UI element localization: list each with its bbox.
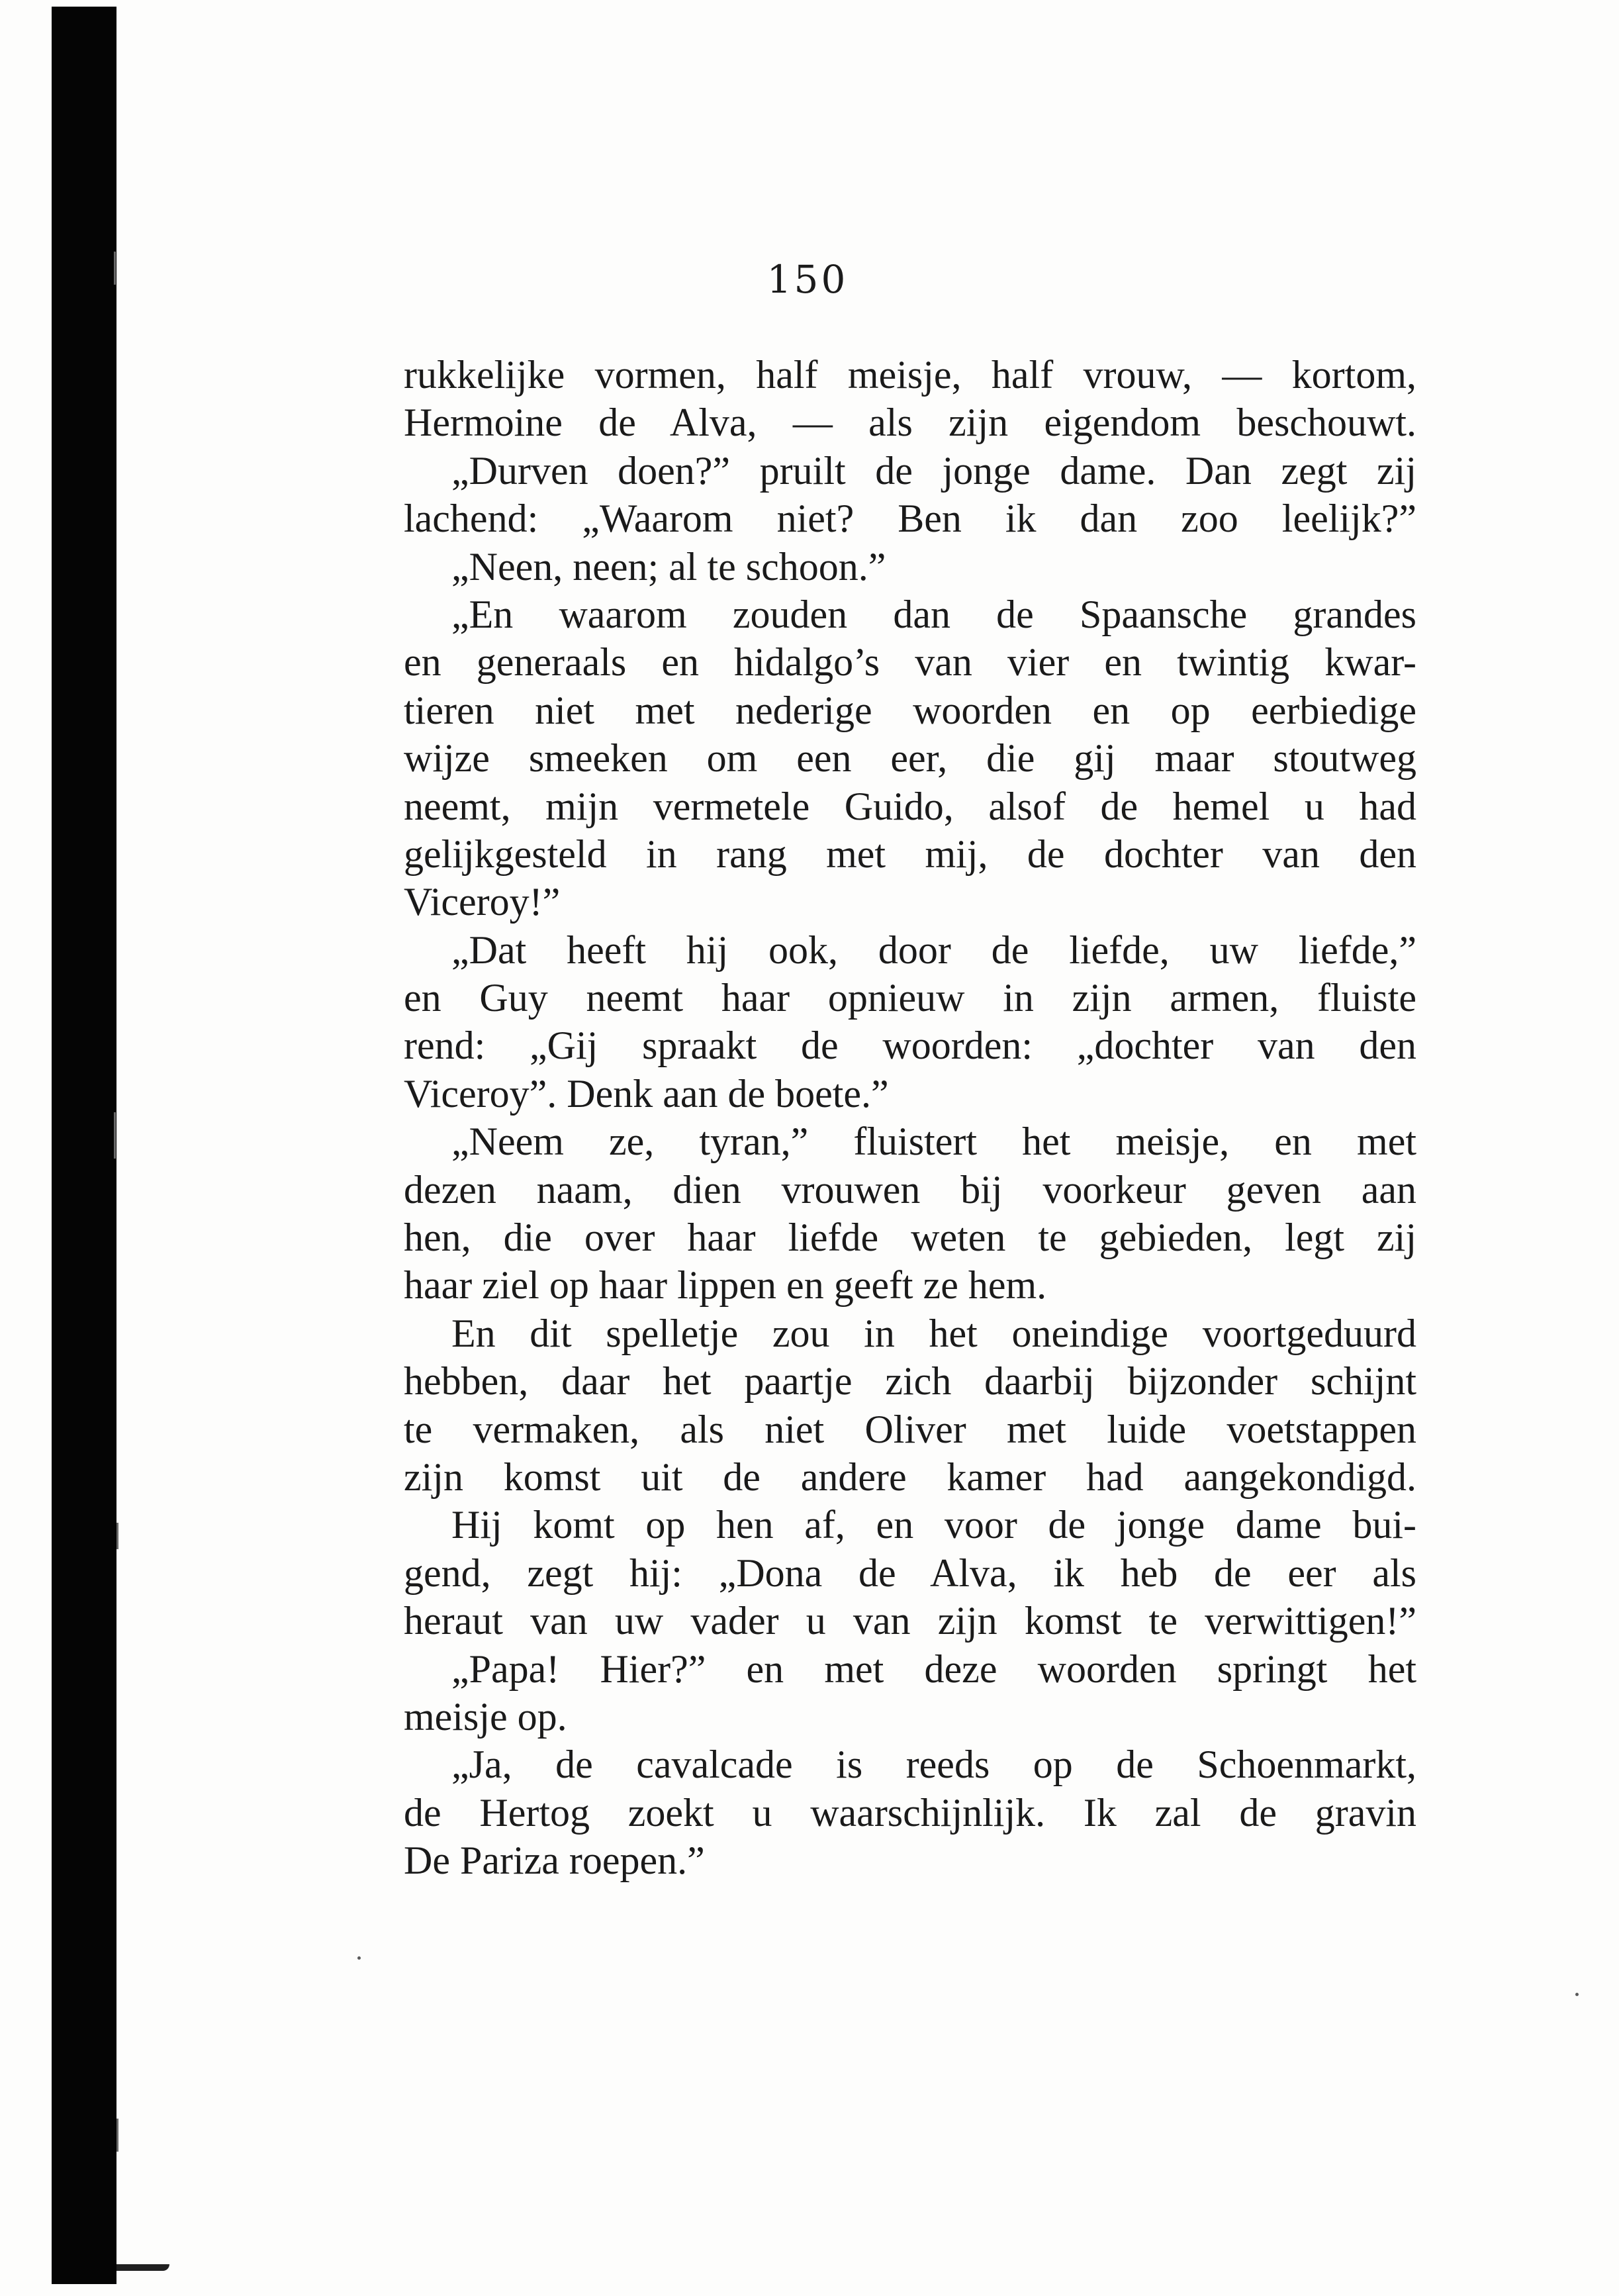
text-line: „Dat heeft hij ook, door de liefde, uw liefde,” [451,928,1416,972]
text-line: De Pariza roepen.” [404,1839,705,1883]
text-line: wijze smeeken om een eer, die gij maar stoutweg [404,736,1416,781]
edge-mark [116,2119,118,2152]
text-line: lachend: „Waarom niet? Ben ik dan zoo leelijk?” [404,497,1416,541]
text-line: rukkelijke vormen, half meisje, half vrouw, — kortom, [404,353,1416,397]
edge-mark [116,1523,118,1549]
text-line: „Durven doen?” pruilt de jonge dame. Dan zegt zij [451,448,1416,493]
text-line: rend: „Gij spraakt de woorden: „dochter van den [404,1024,1416,1068]
text-line: en generaals en hidalgo’s van vier en twintig kwar- [404,640,1416,685]
text-line: „En waarom zouden dan de Spaansche grandes [451,592,1416,636]
text-line: Viceroy!” [404,880,561,924]
text-line: „Neem ze, tyran,” fluistert het meisje, en met [451,1120,1416,1164]
text-line: „Ja, de cavalcade is reeds op de Schoenmarkt, [451,1743,1416,1787]
text-line: En dit spelletje zou in het oneindige voortgeduurd [451,1311,1416,1355]
text-line: haar ziel op haar lippen en geeft ze hem. [404,1263,1047,1308]
text-line: de Hertog zoekt u waarschijnlijk. Ik zal de gravin [404,1790,1416,1835]
text-line: Hermoine de Alva, — als zijn eigendom beschouwt. [404,401,1416,445]
text-line: tieren niet met nederige woorden en op eerbiedige [404,688,1416,732]
text-line: dezen naam, dien vrouwen bij voorkeur geven aan [404,1167,1416,1212]
body-text [404,351,1416,1885]
text-line: en Guy neemt haar opnieuw in zijn armen, fluiste [404,976,1416,1020]
text-line: heraut van uw vader u van zijn komst te verwittigen!” [404,1599,1416,1643]
text-line: zijn komst uit de andere kamer had aangekondigd. [404,1455,1416,1499]
edge-mark [114,1112,116,1159]
book-spine-shadow [52,7,116,2284]
text-line: neemt, mijn vermetele Guido, alsof de hemel u had [404,784,1416,828]
text-line: te vermaken, als niet Oliver met luide voetstappen [404,1407,1416,1451]
paper-speck [357,1956,361,1960]
book-spine-tail [116,2264,169,2271]
text-line: gend, zegt hij: „Dona de Alva, ik heb de eer als [404,1551,1416,1595]
page-number: 150 [766,257,849,302]
text-line: „Papa! Hier?” en met deze woorden springt het [451,1647,1416,1691]
text-line: „Neen, neen; al te schoon.” [451,544,886,589]
text-line: meisje op. [404,1694,567,1739]
edge-mark [114,252,116,285]
text-line: hen, die over haar liefde weten te gebieden, legt zij [404,1216,1416,1260]
text-line: Hij komt op hen af, en voor de jonge dame bui- [451,1503,1416,1547]
paper-speck [1575,1993,1579,1996]
text-line: Viceroy”. Denk aan de boete.” [404,1071,889,1116]
text-line: hebben, daar het paartje zich daarbij bijzonder schijnt [404,1359,1416,1404]
text-line: gelijkgesteld in rang met mij, de dochter van den [404,832,1416,876]
